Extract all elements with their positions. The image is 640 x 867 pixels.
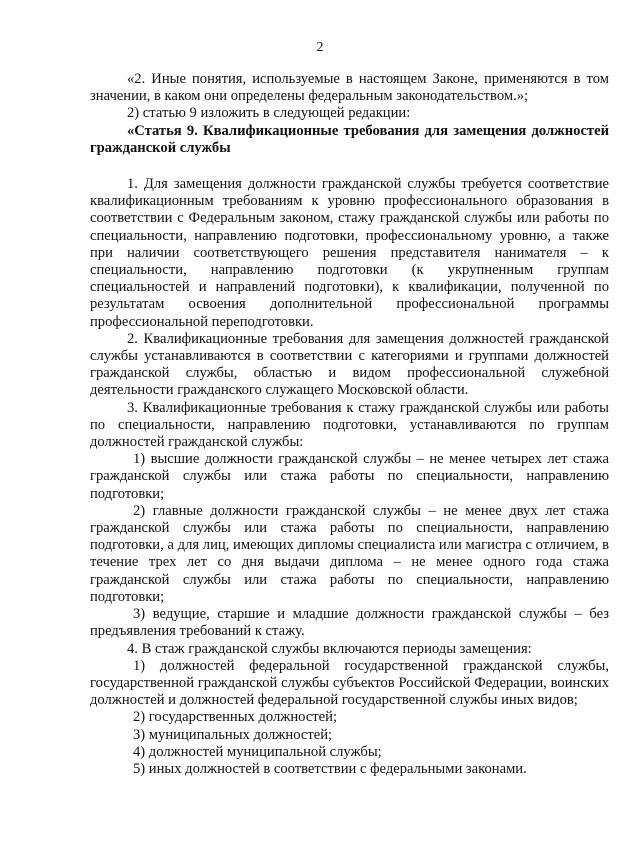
part-4-item-4: 4) должностей муниципальной службы;	[133, 743, 382, 760]
spacer	[90, 157, 609, 176]
page-number: 2	[316, 40, 324, 55]
article-9-part-1: 1. Для замещения должности гражданской службы требуется соответствие квалификационным требованиям к уровню профессионального образования в соответствии с Федеральным законом, стажу гражданской службы или работы по специальности, направлению подготовки, профессиональному уровню, а также при наличии соответствующего решения представителя нанимателя – к специальности, направлению подготовки (к укрупненным группам специальностей и направлений подготовки), к квалификации, полученной по результатам освоения дополнительной профессиональной программы профессиональной переподготовки.	[90, 176, 609, 330]
article-9-part-2: 2. Квалификационные требования для замещения должностей гражданской службы устанавливаются в соответствии с категориями и группами должностей гражданской службы, областью и видом профессиональной служебной деятельности гражданского служащего Московской области.	[90, 330, 609, 399]
paragraph-quote-definitions: «2. Иные понятия, используемые в настоящем Законе, применяются в том значении, в каком они определены федеральным законодательством.»;	[90, 71, 609, 105]
part-4-item-2: 2) государственных должностей;	[133, 709, 338, 726]
article-9-heading: «Статья 9. Квалификационные требования для замещения должностей гражданской службы	[90, 122, 609, 156]
document-body	[90, 71, 609, 778]
part-3-item-3: 3) ведущие, старшие и младшие должности гражданской службы – без предъявления требований к стажу.	[90, 606, 609, 640]
part-3-item-2: 2) главные должности гражданской службы – не менее двух лет стажа гражданской службы или стажа работы по специальности, направлению подготовки, а для лиц, имеющих дипломы специалиста или магистра с отличием, в течение трех лет со дня выдачи диплома – не менее одного года стажа гражданской службы или стажа работы по специальности, направлению подготовки;	[90, 502, 609, 605]
article-9-part-4: 4. В стаж гражданской службы включаются периоды замещения:	[127, 640, 532, 657]
part-4-item-3: 3) муниципальных должностей;	[133, 726, 333, 743]
part-3-item-1: 1) высшие должности гражданской службы – не менее четырех лет стажа гражданской службы или стажа работы по специальности, направлению подготовки;	[90, 451, 609, 502]
part-4-item-5: 5) иных должностей в соответствии с федеральными законами.	[133, 760, 527, 777]
part-4-item-1: 1) должностей федеральной государственной гражданской службы, государственной гражданской службы субъектов Российской Федерации, воинских должностей и должностей федеральной государственной службы иных видов;	[90, 657, 609, 709]
article-9-part-3: 3. Квалификационные требования к стажу гражданской службы или работы по специальности, направлению подготовки, устанавливаются по группам должностей гражданской службы:	[90, 399, 609, 451]
paragraph-amend-article-9: 2) статью 9 изложить в следующей редакции:	[127, 105, 411, 122]
